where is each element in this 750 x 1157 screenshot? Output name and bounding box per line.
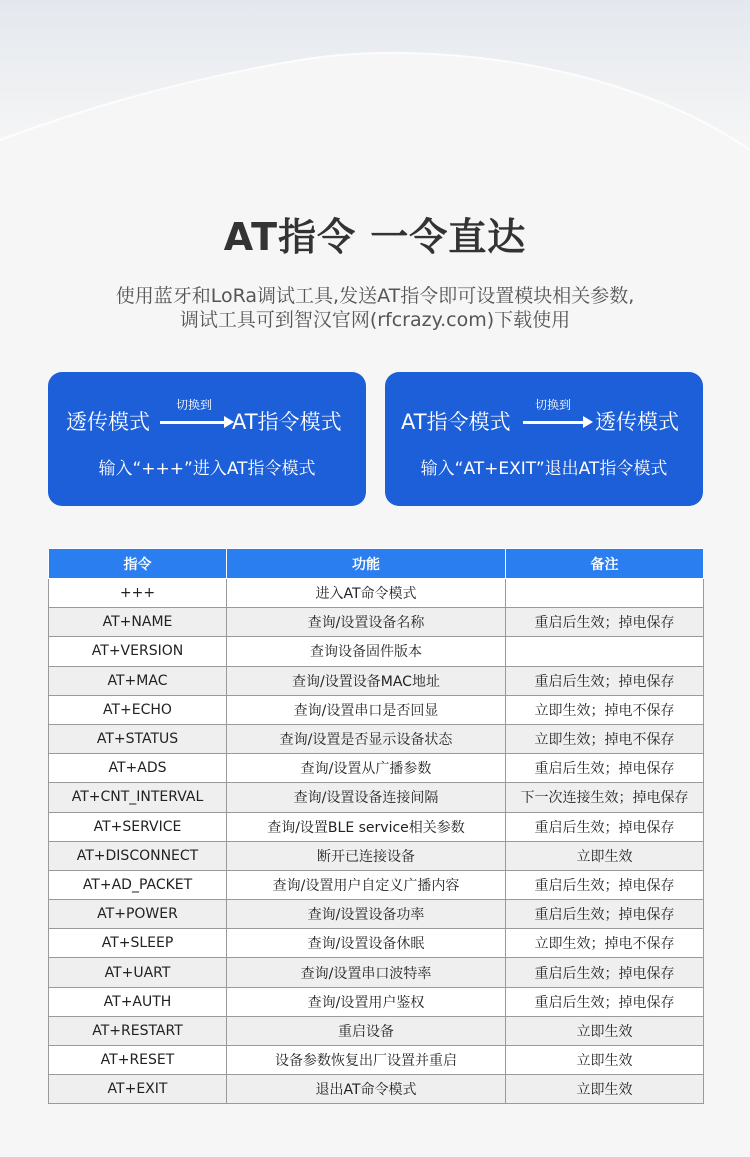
arrow-right-icon xyxy=(523,421,585,424)
card-from-mode: 透传模式 xyxy=(66,410,150,434)
cell-command: AT+RESTART xyxy=(49,1016,227,1045)
card-to-mode: 透传模式 xyxy=(595,410,679,434)
column-header-command: 指令 xyxy=(49,549,227,579)
cell-function: 查询/设置设备名称 xyxy=(227,608,506,637)
cell-function: 查询/设置从广播参数 xyxy=(227,754,506,783)
cell-command: AT+AUTH xyxy=(49,987,227,1016)
cell-command: AT+AD_PACKET xyxy=(49,870,227,899)
cell-remark: 立即生效 xyxy=(506,1075,704,1104)
cell-command: AT+ECHO xyxy=(49,695,227,724)
table-row xyxy=(49,987,704,1016)
table-row xyxy=(49,958,704,987)
cell-command: AT+SLEEP xyxy=(49,929,227,958)
table-row xyxy=(49,608,704,637)
table-row xyxy=(49,841,704,870)
table-row xyxy=(49,783,704,812)
table-row xyxy=(49,812,704,841)
cell-remark: 重启后生效；掉电保存 xyxy=(506,812,704,841)
table-row xyxy=(49,724,704,753)
cell-remark: 重启后生效；掉电保存 xyxy=(506,870,704,899)
table-row xyxy=(49,695,704,724)
column-header-remark: 备注 xyxy=(506,549,704,579)
cell-function: 查询/设置设备MAC地址 xyxy=(227,666,506,695)
at-command-table xyxy=(48,548,704,1104)
table-row xyxy=(49,1075,704,1104)
cell-function: 重启设备 xyxy=(227,1016,506,1045)
cell-function: 查询/设置串口是否回显 xyxy=(227,695,506,724)
cell-command: AT+SERVICE xyxy=(49,812,227,841)
cell-remark: 重启后生效；掉电保存 xyxy=(506,958,704,987)
cell-function: 退出AT命令模式 xyxy=(227,1075,506,1104)
cell-command: AT+POWER xyxy=(49,900,227,929)
cell-command: AT+EXIT xyxy=(49,1075,227,1104)
card-from-mode: AT指令模式 xyxy=(401,410,511,434)
cell-function: 断开已连接设备 xyxy=(227,841,506,870)
table-header-row xyxy=(49,549,704,579)
table-row xyxy=(49,870,704,899)
cell-remark: 立即生效 xyxy=(506,1016,704,1045)
cell-command: AT+CNT_INTERVAL xyxy=(49,783,227,812)
table-row xyxy=(49,1016,704,1045)
table-row xyxy=(49,754,704,783)
switch-label: 切换到 xyxy=(175,398,212,412)
table-row xyxy=(49,1046,704,1075)
table-row xyxy=(49,666,704,695)
cell-remark xyxy=(506,579,704,608)
cell-function: 查询/设置串口波特率 xyxy=(227,958,506,987)
arrow-right-icon xyxy=(160,421,226,424)
cell-remark: 立即生效；掉电不保存 xyxy=(506,724,704,753)
cell-remark xyxy=(506,637,704,666)
cell-function: 查询/设置设备休眠 xyxy=(227,929,506,958)
cell-function: 进入AT命令模式 xyxy=(227,579,506,608)
column-header-function: 功能 xyxy=(227,549,506,579)
cell-command: AT+RESET xyxy=(49,1046,227,1075)
cell-remark: 立即生效 xyxy=(506,1046,704,1075)
cell-command: AT+STATUS xyxy=(49,724,227,753)
mode-switch-card-enter xyxy=(48,372,366,506)
cell-function: 查询/设置BLE service相关参数 xyxy=(227,812,506,841)
cell-remark: 重启后生效；掉电保存 xyxy=(506,987,704,1016)
cell-command: AT+NAME xyxy=(49,608,227,637)
cell-function: 查询/设置设备功率 xyxy=(227,900,506,929)
table-row xyxy=(49,579,704,608)
table-row xyxy=(49,637,704,666)
cell-command: AT+UART xyxy=(49,958,227,987)
subtitle-line-1: 使用蓝牙和LoRa调试工具,发送AT指令即可设置模块相关参数, xyxy=(115,285,635,307)
cell-function: 设备参数恢复出厂设置并重启 xyxy=(227,1046,506,1075)
cell-remark: 下一次连接生效；掉电保存 xyxy=(506,783,704,812)
cell-command: AT+VERSION xyxy=(49,637,227,666)
card-description: 输入“AT+EXIT”退出AT指令模式 xyxy=(420,459,668,479)
cell-command: AT+MAC xyxy=(49,666,227,695)
table-row xyxy=(49,900,704,929)
card-description: 输入“+++”进入AT指令模式 xyxy=(98,459,316,479)
cell-function: 查询/设置设备连接间隔 xyxy=(227,783,506,812)
switch-label: 切换到 xyxy=(534,398,571,412)
cell-function: 查询/设置是否显示设备状态 xyxy=(227,724,506,753)
cell-remark: 立即生效 xyxy=(506,841,704,870)
subtitle-line-2: 调试工具可到智汉官网(rfcrazy.com)下载使用 xyxy=(179,309,571,331)
cell-command: AT+DISCONNECT xyxy=(49,841,227,870)
cell-remark: 重启后生效；掉电保存 xyxy=(506,666,704,695)
cell-function: 查询设备固件版本 xyxy=(227,637,506,666)
cell-remark: 重启后生效；掉电保存 xyxy=(506,608,704,637)
cell-remark: 立即生效；掉电不保存 xyxy=(506,929,704,958)
cell-remark: 重启后生效；掉电保存 xyxy=(506,754,704,783)
cell-command: AT+ADS xyxy=(49,754,227,783)
table-row xyxy=(49,929,704,958)
card-to-mode: AT指令模式 xyxy=(232,410,342,434)
mode-switch-card-exit xyxy=(385,372,703,506)
cell-function: 查询/设置用户鉴权 xyxy=(227,987,506,1016)
top-wave-decoration xyxy=(0,0,750,170)
cell-command: +++ xyxy=(49,579,227,608)
cell-remark: 重启后生效；掉电保存 xyxy=(506,900,704,929)
cell-remark: 立即生效；掉电不保存 xyxy=(506,695,704,724)
page-title: AT指令 一令直达 xyxy=(223,215,527,259)
cell-function: 查询/设置用户自定义广播内容 xyxy=(227,870,506,899)
